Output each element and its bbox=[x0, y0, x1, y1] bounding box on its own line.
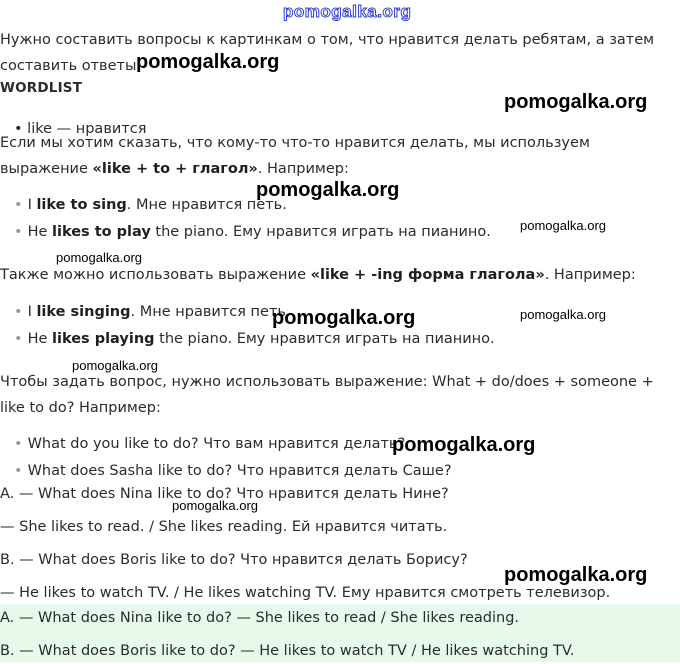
watermark: pomogalka.org bbox=[504, 91, 648, 113]
watermark: pomogalka.org bbox=[520, 218, 606, 233]
dialog-line: — He likes to watch TV. / He likes watching TV. Ему нравится смотреть телевизор. bbox=[0, 585, 611, 601]
watermark: pomogalka.org bbox=[172, 498, 258, 513]
wordlist-heading: WORDLIST bbox=[0, 80, 83, 96]
example-like-singing: • I like singing. Мне нравится петь. bbox=[14, 300, 291, 324]
dialog-line: B. — What does Boris like to do? Что нравится делать Борису? bbox=[0, 552, 468, 568]
dialog-line: A. — What does Nina like to do? Что нравится делать Нине? bbox=[0, 486, 449, 502]
question-item: • What do you like to do? Что вам нравится делать? bbox=[14, 432, 405, 456]
question-item: • What does Sasha like to do? Что нравится делать Саше? bbox=[14, 459, 452, 483]
watermark: pomogalka.org bbox=[256, 179, 400, 201]
watermark: pomogalka.org bbox=[72, 358, 158, 373]
answers-box bbox=[0, 604, 680, 662]
watermark: pomogalka.org bbox=[136, 51, 280, 73]
watermark: pomogalka.org bbox=[520, 307, 606, 322]
dialog-line: — She likes to read. / She likes reading. Ей нравится читать. bbox=[0, 519, 448, 535]
rule-question: Чтобы задать вопрос, нужно использовать выражение: What + do/does + someone + like to do? Например: bbox=[0, 374, 654, 416]
watermark: pomogalka.org bbox=[392, 434, 536, 456]
example-likes-to-play: • He likes to play the piano. Ему нравится играть на пианино. bbox=[14, 220, 491, 244]
wordlist-item: • like — нравится bbox=[14, 121, 147, 137]
answer-a: A. — What does Nina like to do? — She likes to read / She likes reading. bbox=[0, 610, 520, 626]
example-like-to-sing: • I like to sing. Мне нравится петь. bbox=[14, 193, 287, 217]
example-likes-playing: • He likes playing the piano. Ему нравится играть на пианино. bbox=[14, 327, 495, 351]
watermark: pomogalka.org bbox=[56, 250, 142, 265]
watermark: pomogalka.org bbox=[504, 564, 648, 586]
watermark: pomogalka.org bbox=[272, 307, 416, 329]
rule-like-to: Если мы хотим сказать, что кому-то что-то нравится делать, мы используем выражение «like + to + глагол». Например: bbox=[0, 135, 590, 177]
rule-like-ing: Также можно использовать выражение «like + -ing форма глагола». Например: bbox=[0, 267, 636, 283]
site-logo[interactable]: pomogalka.org bbox=[283, 2, 412, 21]
answer-b: B. — What does Boris like to do? — He likes to watch TV / He likes watching TV. bbox=[0, 643, 575, 659]
intro-text: Нужно составить вопросы к картинкам о том, что нравится делать ребятам, а затем составить ответы. bbox=[0, 32, 655, 74]
